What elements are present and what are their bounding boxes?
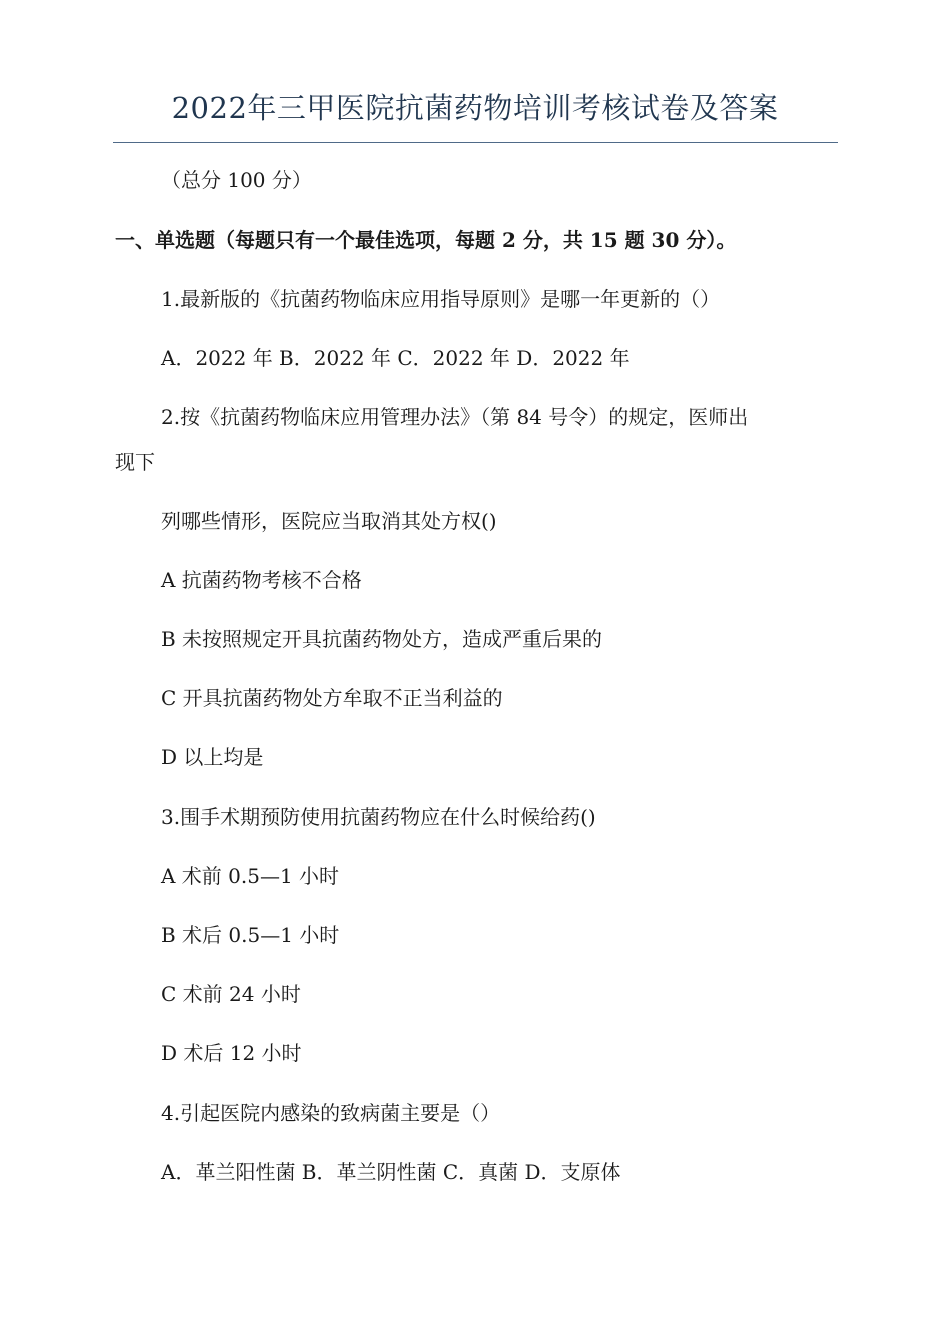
question-2: 2.按《抗菌药物临床应用管理办法》（第 84 号令）的规定，医师出 bbox=[161, 405, 749, 429]
question-3-option-c: C 术前 24 小时 bbox=[161, 982, 301, 1006]
question-4: 4.引起医院内感染的致病菌主要是（） bbox=[161, 1101, 501, 1125]
question-2-continued: 列哪些情形，医院应当取消其处方权() bbox=[161, 509, 497, 533]
question-2-option-a: A 抗菌药物考核不合格 bbox=[161, 568, 362, 592]
question-2-wrap: 现下 bbox=[115, 450, 155, 474]
document-title: 2022年三甲医院抗菌药物培训考核试卷及答案 bbox=[171, 91, 779, 125]
question-3-option-d: D 术后 12 小时 bbox=[161, 1041, 302, 1065]
question-3-option-b: B 术后 0.5—1 小时 bbox=[161, 923, 340, 947]
question-2-option-c: C 开具抗菌药物处方牟取不正当利益的 bbox=[161, 686, 503, 710]
section-heading: 一、单选题（每题只有一个最佳选项，每题 2 分，共 15 题 30 分）。 bbox=[115, 228, 737, 252]
question-1: 1.最新版的《抗菌药物临床应用指导原则》是哪一年更新的（） bbox=[161, 287, 721, 311]
question-2-option-b: B 未按照规定开具抗菌药物处方，造成严重后果的 bbox=[161, 627, 603, 651]
question-3-option-a: A 术前 0.5—1 小时 bbox=[161, 864, 340, 888]
question-2-option-d: D 以上均是 bbox=[161, 745, 264, 769]
title-divider bbox=[113, 142, 838, 143]
question-4-options: A．革兰阳性菌 B．革兰阴性菌 C．真菌 D．支原体 bbox=[161, 1160, 621, 1184]
question-3: 3.围手术期预防使用抗菌药物应在什么时候给药() bbox=[161, 805, 596, 829]
total-score: （总分 100 分） bbox=[161, 168, 312, 192]
question-1-options: A．2022 年 B．2022 年 C．2022 年 D．2022 年 bbox=[161, 346, 630, 370]
